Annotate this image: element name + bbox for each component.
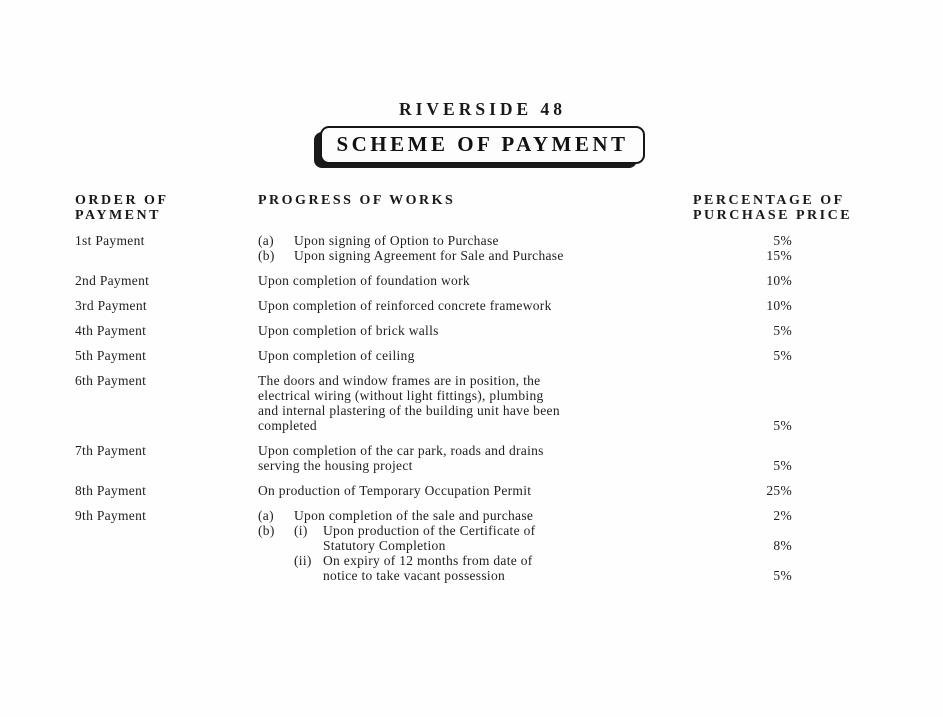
order-cell: 5th Payment [75, 348, 147, 363]
progress-line [258, 458, 875, 473]
progress-line [258, 418, 875, 433]
progress-text: Upon completion of reinforced concrete framework [258, 298, 552, 313]
percentage-header-line1: PERCENTAGE OF [693, 193, 845, 208]
order-cell: 7th Payment [75, 443, 147, 458]
table-row-1st-payment [75, 233, 875, 263]
progress-text: Upon signing of Option to Purchase [294, 233, 499, 248]
progress-line [258, 233, 875, 248]
table-row-3rd-payment [75, 298, 875, 313]
sub-item-label: (ii) [294, 553, 312, 568]
progress-text: Upon completion of the car park, roads and drains [258, 443, 544, 458]
progress-text: electrical wiring (without light fittings), plumbing [258, 388, 544, 403]
progress-line [258, 538, 875, 553]
table-row-4th-payment [75, 323, 875, 338]
table-row-9th-payment [75, 508, 875, 583]
order-cell: 4th Payment [75, 323, 147, 338]
percentage-value: 5% [773, 233, 792, 248]
percentage-value: 5% [773, 418, 792, 433]
order-of-payment-header [75, 193, 258, 223]
progress-text: Upon completion of ceiling [258, 348, 415, 363]
percentage-value: 5% [773, 568, 792, 583]
scheme-of-payment-box [320, 126, 644, 164]
table-header-row [75, 193, 875, 223]
progress-text: Upon signing Agreement for Sale and Purchase [294, 248, 564, 263]
percentage-value: 2% [773, 508, 792, 523]
progress-line [258, 523, 875, 538]
percentage-value: 10% [766, 298, 792, 313]
sub-item-label: (i) [294, 523, 308, 538]
table-row-2nd-payment [75, 273, 875, 288]
progress-line [258, 508, 875, 523]
progress-text: and internal plastering of the building unit have been [258, 403, 560, 418]
order-cell: 8th Payment [75, 483, 147, 498]
percentage-value: 5% [773, 348, 792, 363]
progress-line [258, 568, 875, 583]
percentage-value: 8% [773, 538, 792, 553]
progress-text: completed [258, 418, 317, 433]
progress-of-works-header: PROGRESS OF WORKS [258, 193, 456, 208]
document-title: RIVERSIDE 48 [398, 99, 567, 119]
progress-text: Statutory Completion [323, 538, 446, 553]
document-header [22, 99, 943, 164]
progress-line [258, 298, 875, 313]
progress-line [258, 403, 875, 418]
percentage-value: 5% [773, 323, 792, 338]
order-of-payment-header-line2: PAYMENT [75, 208, 161, 223]
percentage-of-purchase-price-header [693, 193, 875, 223]
progress-text: notice to take vacant possession [323, 568, 506, 583]
progress-line [258, 483, 875, 498]
progress-line [258, 388, 875, 403]
progress-text: Upon completion of foundation work [258, 273, 470, 288]
progress-line [258, 348, 875, 363]
percentage-value: 10% [766, 273, 792, 288]
progress-line [258, 553, 875, 568]
order-cell: 6th Payment [75, 373, 147, 388]
order-cell: 3rd Payment [75, 298, 147, 313]
progress-line [258, 443, 875, 458]
percentage-header-line2: PURCHASE PRICE [693, 208, 853, 223]
order-of-payment-header-line1: ORDER OF [75, 193, 169, 208]
percentage-value: 5% [773, 458, 792, 473]
payment-schedule-table [75, 193, 875, 593]
progress-line [258, 323, 875, 338]
percentage-value: 25% [766, 483, 792, 498]
order-cell: 2nd Payment [75, 273, 150, 288]
table-row-8th-payment [75, 483, 875, 498]
progress-text: The doors and window frames are in position, the [258, 373, 541, 388]
table-row-7th-payment [75, 443, 875, 473]
progress-text: Upon completion of the sale and purchase [294, 508, 534, 523]
item-label: (a) [258, 233, 274, 248]
progress-text: serving the housing project [258, 458, 413, 473]
progress-line [258, 273, 875, 288]
progress-text: On expiry of 12 months from date of [323, 553, 533, 568]
table-row-5th-payment [75, 348, 875, 363]
progress-line [258, 248, 875, 263]
progress-text: On production of Temporary Occupation Permit [258, 483, 532, 498]
item-label: (a) [258, 508, 274, 523]
percentage-value: 15% [766, 248, 792, 263]
item-label: (b) [258, 248, 275, 263]
order-cell: 1st Payment [75, 233, 145, 248]
scheme-of-payment-label: SCHEME OF PAYMENT [336, 132, 629, 156]
item-label: (b) [258, 523, 275, 538]
table-row-6th-payment [75, 373, 875, 433]
progress-text: Upon production of the Certificate of [323, 523, 536, 538]
order-cell: 9th Payment [75, 508, 147, 523]
progress-line [258, 373, 875, 388]
progress-text: Upon completion of brick walls [258, 323, 439, 338]
